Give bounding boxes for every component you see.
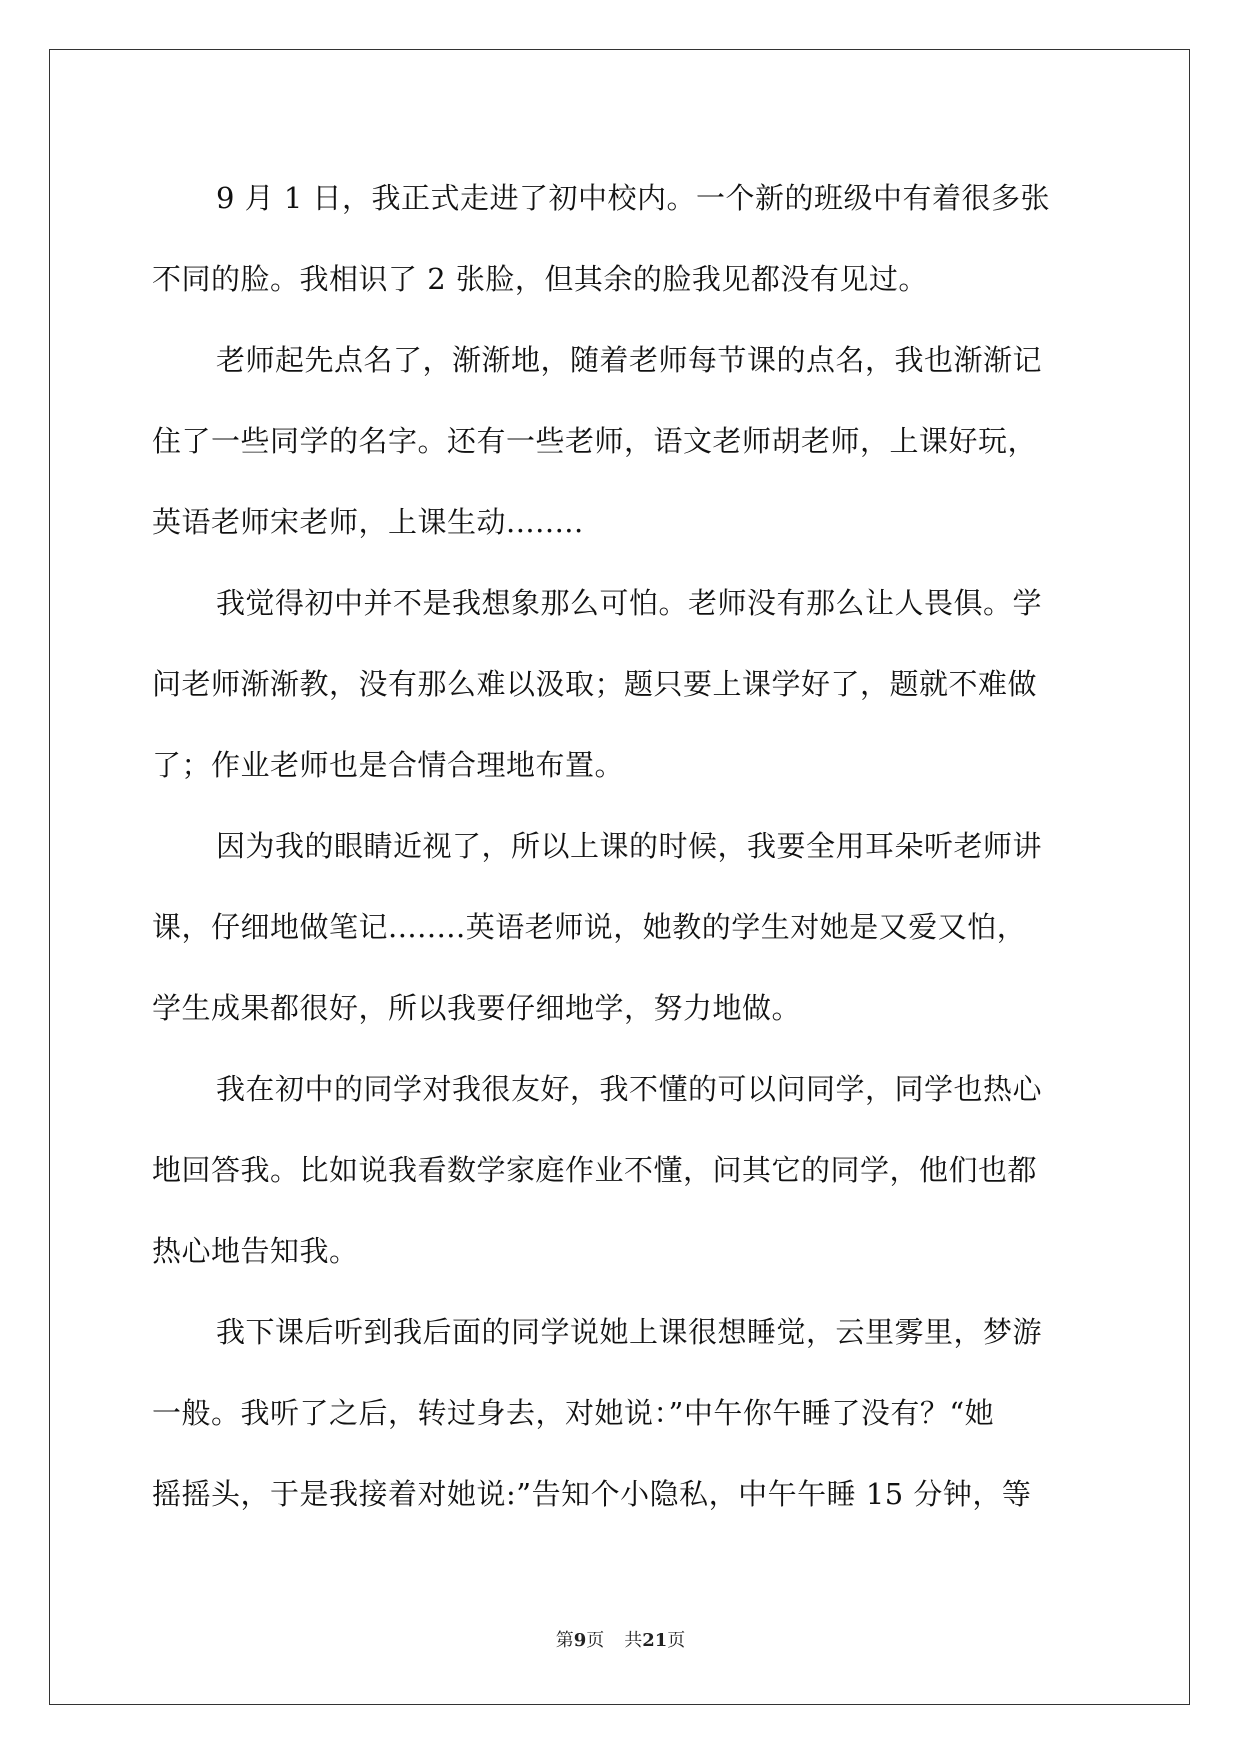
total-suffix: 页 [667,1630,686,1651]
page-number-current: 9 [573,1630,587,1651]
paragraph-line: 9 月 1 日，我正式走进了初中校内。一个新的班级中有着很多张 [216,181,1051,215]
paragraph-line: 摇摇头，于是我接着对她说:”告知个小隐私，中午午睡 15 分钟，等 [152,1477,1032,1511]
paragraph-line: 学生成果都很好，所以我要仔细地学，努力地做。 [152,991,802,1025]
paragraph-line: 问老师渐渐教，没有那么难以汲取；题只要上课学好了，题就不难做 [152,667,1038,701]
paragraph-line: 住了一些同学的名字。还有一些老师，语文老师胡老师，上课好玩， [152,424,1038,458]
document-body [152,158,1092,1535]
page-number-total: 21 [642,1630,668,1651]
page-footer [0,1626,1241,1652]
paragraph-line: 英语老师宋老师，上课生动........ [152,505,584,539]
total-prefix: 共 [624,1630,643,1651]
paragraph-line: 课，仔细地做笔记........英语老师说，她教的学生对她是又爱又怕， [152,910,1027,944]
paragraph-line: 我在初中的同学对我很友好，我不懂的可以问同学，同学也热心 [216,1072,1043,1106]
paragraph-line: 我觉得初中并不是我想象那么可怕。老师没有那么让人畏俱。学 [216,586,1043,620]
paragraph-line: 因为我的眼睛近视了，所以上课的时候，我要全用耳朵听老师讲 [216,829,1043,863]
paragraph-line: 不同的脸。我相识了 2 张脸，但其余的脸我见都没有见过。 [152,262,928,296]
paragraph-line: 地回答我。比如说我看数学家庭作业不懂，问其它的同学，他们也都 [152,1153,1038,1187]
paragraph-line: 了；作业老师也是合情合理地布置。 [152,748,625,782]
paragraph-line: 一般。我听了之后，转过身去，对她说：”中午你午睡了没有？“她 [152,1396,995,1430]
page-suffix: 页 [586,1630,605,1651]
paragraph-line: 老师起先点名了，渐渐地，随着老师每节课的点名，我也渐渐记 [216,343,1043,377]
paragraph-line: 我下课后听到我后面的同学说她上课很想睡觉，云里雾里，梦游 [216,1315,1043,1349]
page-prefix: 第 [555,1630,574,1651]
paragraph-line: 热心地告知我。 [152,1234,359,1268]
